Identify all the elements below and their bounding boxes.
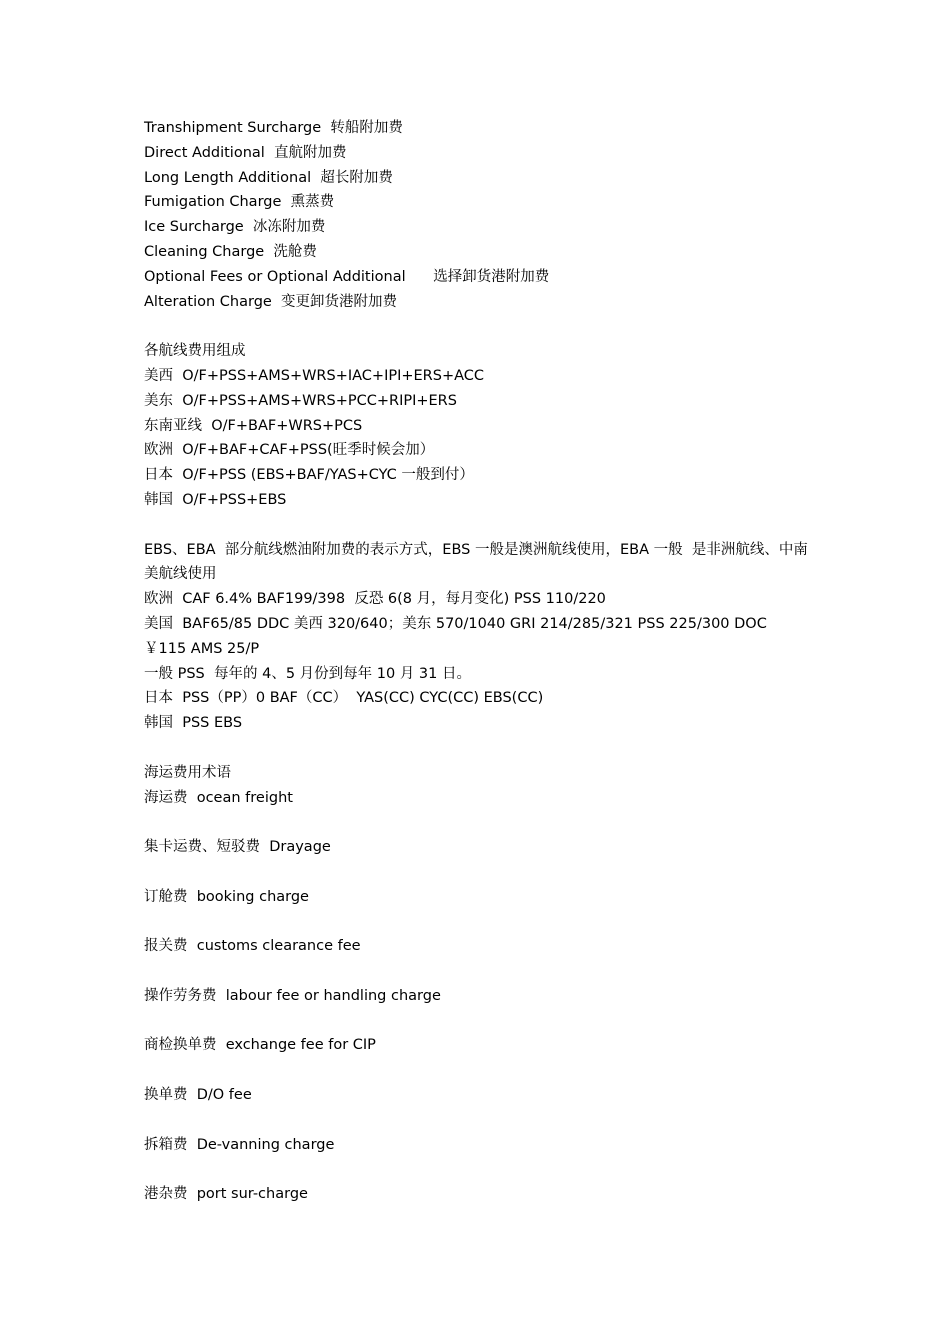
surcharge-item: Alteration Charge 变更卸货港附加费 xyxy=(144,293,398,310)
surcharge-item: Ice Surcharge 冰冻附加费 xyxy=(144,219,326,236)
surcharge-item: Cleaning Charge 洗舱费 xyxy=(144,243,317,260)
note-item: EBS、EBA 部分航线燃油附加费的表示方式，EBS 一般是澳洲航线使用，EBA 一般 是非洲航线、中南美航线使用 xyxy=(144,541,808,583)
surcharge-item: Long Length Additional 超长附加费 xyxy=(144,169,393,186)
surcharge-item: Direct Additional 直航附加费 xyxy=(144,144,347,161)
blank-line xyxy=(144,1157,814,1182)
route-item: 美西 O/F+PSS+AMS+WRS+IAC+IPI+ERS+ACC xyxy=(144,367,485,384)
section-heading: 海运费用术语 xyxy=(144,764,231,781)
terms-section xyxy=(144,761,814,1207)
route-item: 韩国 O/F+PSS+EBS xyxy=(144,491,287,508)
blank-line xyxy=(144,810,814,835)
route-item: 东南亚线 O/F+BAF+WRS+PCS xyxy=(144,417,363,434)
note-item: 一般 PSS 每年的 4、5 月份到每年 10 月 31 日。 xyxy=(144,665,471,682)
surcharge-list xyxy=(144,116,814,314)
term-item: 拆箱费 De-vanning charge xyxy=(144,1136,335,1153)
note-item: 欧洲 CAF 6.4% BAF199/398 反恐 6(8 月，每月变化) PSS 110/220 xyxy=(144,591,606,608)
term-item: 订舱费 booking charge xyxy=(144,888,309,905)
note-item: 日本 PSS（PP）0 BAF（CC） YAS(CC) CYC(CC) EBS(CC) xyxy=(144,690,544,707)
blank-line xyxy=(144,513,814,538)
note-item: 韩国 PSS EBS xyxy=(144,715,243,732)
document-body xyxy=(144,116,814,1207)
term-item: 换单费 D/O fee xyxy=(144,1087,252,1104)
term-item: 集卡运费、短驳费 Drayage xyxy=(144,839,331,856)
surcharge-item: Optional Fees or Optional Additional 选择卸货港附加费 xyxy=(144,268,550,285)
term-item: 海运费 ocean freight xyxy=(144,789,293,806)
blank-line xyxy=(144,314,814,339)
note-item: 美国 BAF65/85 DDC 美西 320/640；美东 570/1040 GRI 214/285/321 PSS 225/300 DOC ￥115 AMS 25/P xyxy=(144,615,777,657)
blank-line xyxy=(144,1108,814,1133)
blank-line xyxy=(144,1058,814,1083)
blank-line xyxy=(144,736,814,761)
route-item: 美东 O/F+PSS+AMS+WRS+PCC+RIPI+ERS xyxy=(144,392,457,409)
blank-line xyxy=(144,860,814,885)
route-section xyxy=(144,339,814,513)
notes-section xyxy=(144,538,814,736)
surcharge-item: Transhipment Surcharge 转船附加费 xyxy=(144,120,403,136)
blank-line xyxy=(144,1009,814,1034)
section-heading: 各航线费用组成 xyxy=(144,343,246,360)
blank-line xyxy=(144,959,814,984)
term-item: 报关费 customs clearance fee xyxy=(144,938,361,955)
term-item: 操作劳务费 labour fee or handling charge xyxy=(144,987,441,1004)
term-item: 商检换单费 exchange fee for CIP xyxy=(144,1037,376,1054)
route-item: 欧洲 O/F+BAF+CAF+PSS(旺季时候会加） xyxy=(144,442,435,459)
blank-line xyxy=(144,910,814,935)
route-item: 日本 O/F+PSS (EBS+BAF/YAS+CYC 一般到付） xyxy=(144,467,474,484)
surcharge-item: Fumigation Charge 熏蒸费 xyxy=(144,194,335,211)
term-item: 港杂费 port sur-charge xyxy=(144,1186,308,1203)
